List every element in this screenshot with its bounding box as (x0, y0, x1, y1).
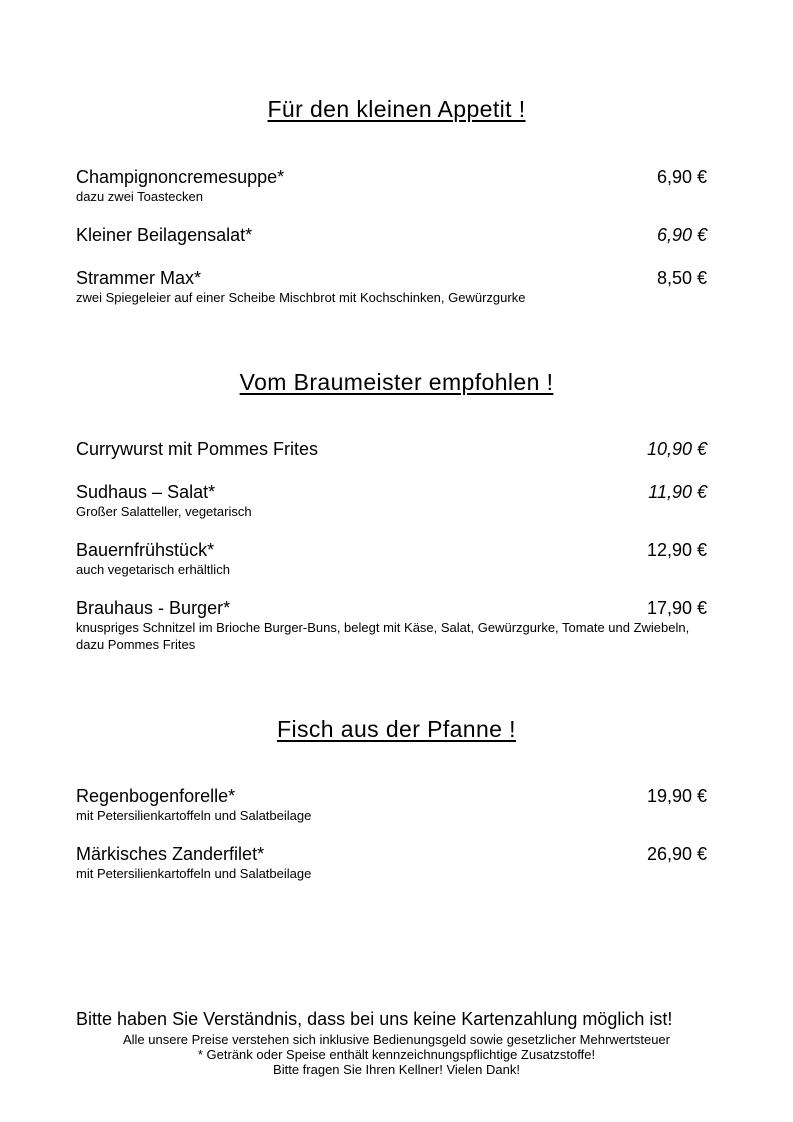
item-name: Currywurst mit Pommes Frites (76, 439, 319, 459)
footer-line-additives: * Getränk oder Speise enthält kennzeichnungspflichtige Zusatzstoffe! (197, 1047, 596, 1062)
item-name: Sudhaus – Salat* (76, 482, 216, 502)
item-price: 6,90 € (656, 167, 707, 187)
item-name: Brauhaus - Burger* (76, 598, 231, 618)
item-description: zwei Spiegeleier auf einer Scheibe Mischbrot mit Kochschinken, Gewürzgurke (76, 290, 526, 305)
payment-notice: Bitte haben Sie Verständnis, dass bei uns keine Kartenzahlung möglich ist! (76, 1009, 673, 1029)
item-name: Bauernfrühstück* (76, 540, 215, 560)
item-description: dazu zwei Toastecken (76, 189, 203, 204)
menu-item (76, 843, 707, 882)
item-price: 17,90 € (646, 598, 707, 618)
menu-item (76, 539, 707, 578)
item-name: Märkisches Zanderfilet* (76, 844, 265, 864)
item-price: 8,50 € (656, 268, 707, 288)
item-description: auch vegetarisch erhältlich (76, 562, 230, 577)
item-price: 19,90 € (646, 786, 707, 806)
menu-item (76, 267, 707, 306)
menu-item (76, 597, 707, 653)
item-description: mit Petersilienkartoffeln und Salatbeilage (76, 866, 312, 881)
item-description: knuspriges Schnitzel im Brioche Burger-Buns, belegt mit Käse, Salat, Gewürzgurke, Tomate und Zwiebeln, dazu Pommes Frites (76, 620, 690, 652)
menu-item (76, 166, 707, 205)
item-description: mit Petersilienkartoffeln und Salatbeilage (76, 808, 312, 823)
item-name: Kleiner Beilagensalat* (76, 225, 253, 245)
footer-line-ask-waiter: Bitte fragen Sie Ihren Kellner! Vielen Dank! (273, 1062, 520, 1077)
item-price: 10,90 € (646, 439, 707, 459)
footer-line-prices: Alle unsere Preise verstehen sich inklusive Bedienungsgeld sowie gesetzlicher Mehrwertsteuer (122, 1032, 670, 1047)
item-name: Champignoncremesuppe* (76, 167, 285, 187)
section-title-kleiner-appetit: Für den kleinen Appetit ! (267, 96, 526, 122)
section-title-braumeister: Vom Braumeister empfohlen ! (239, 369, 554, 395)
section-title-fisch: Fisch aus der Pfanne ! (277, 716, 516, 742)
menu-item (76, 224, 707, 246)
item-price: 11,90 € (648, 482, 707, 502)
menu-item (76, 481, 707, 520)
item-price: 6,90 € (656, 225, 707, 245)
item-description: Großer Salatteller, vegetarisch (76, 504, 252, 519)
item-name: Regenbogenforelle* (76, 786, 236, 806)
item-price: 12,90 € (646, 540, 707, 560)
menu-item (76, 785, 707, 824)
item-price: 26,90 € (646, 844, 707, 864)
menu-item (76, 438, 707, 460)
item-name: Strammer Max* (76, 268, 202, 288)
